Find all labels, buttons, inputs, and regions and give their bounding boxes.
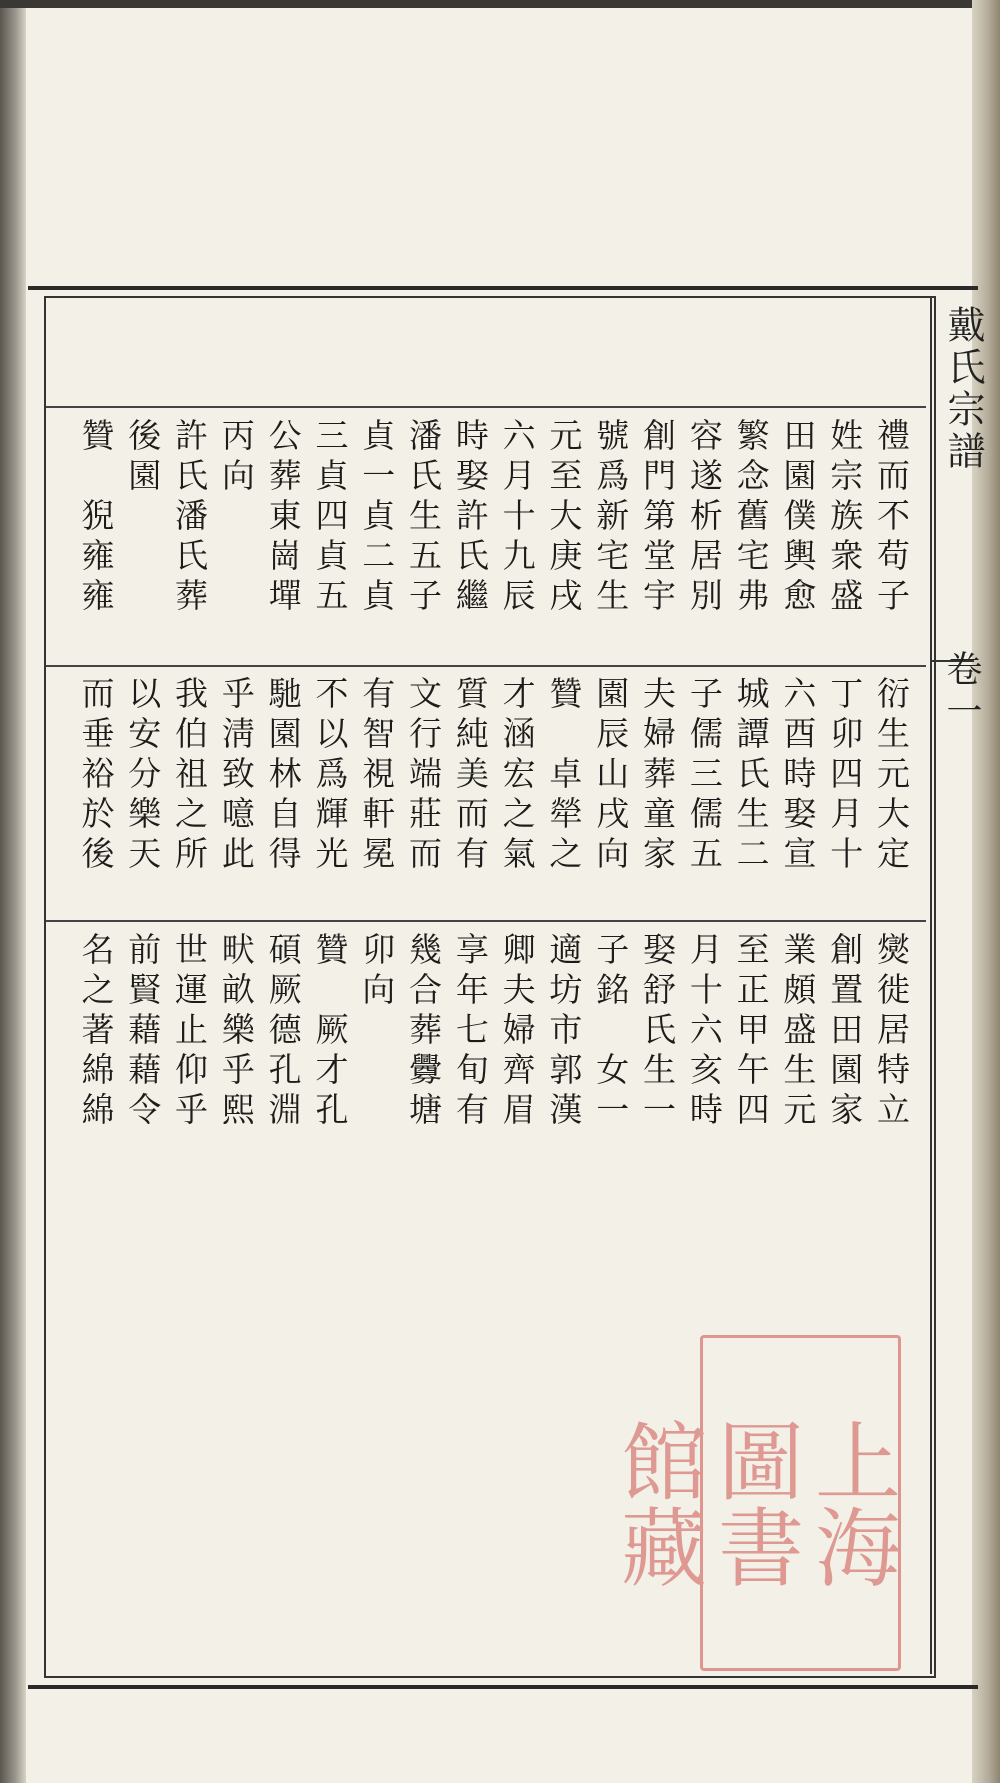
text-column: 六月十九辰 [497, 418, 537, 618]
text-column: 貞一貞二貞 [357, 418, 397, 618]
text-column: 幾合葬釁塘 [404, 932, 444, 1132]
text-column: 卯向 [357, 932, 397, 1012]
text-column: 馳園林自得 [263, 676, 303, 876]
book-title: 戴氏宗譜 [941, 305, 985, 473]
text-column: 六酉時娶宣 [778, 676, 818, 876]
book-spine-edge [0, 0, 26, 1783]
text-column: 姓宗族衆盛 [825, 418, 865, 618]
seal-text: 館藏 [606, 1417, 706, 1589]
text-column: 享年七旬有 [450, 932, 490, 1132]
text-column: 贊 猊雍雍 [76, 418, 116, 618]
text-column: 文行端莊而 [404, 676, 444, 876]
register-divider [46, 406, 926, 408]
text-column: 世運止仰乎 [170, 932, 210, 1132]
text-column: 碩厥德孔淵 [263, 932, 303, 1132]
text-column: 園辰山戌向 [591, 676, 631, 876]
text-column: 乎淸致噫此 [216, 676, 256, 876]
text-column: 子儒三儒五 [684, 676, 724, 876]
text-column: 三貞四貞五 [310, 418, 350, 618]
text-column: 畎畝樂乎熙 [216, 932, 256, 1132]
text-column: 子銘 女一 [591, 932, 631, 1132]
text-column: 繁念舊宅弗 [731, 418, 771, 618]
text-column: 時娶許氏繼 [450, 418, 490, 618]
text-column: 有智視軒冕 [357, 676, 397, 876]
text-column: 許氏潘氏葬 [170, 418, 210, 618]
register-divider [46, 920, 926, 922]
text-column: 元至大庚戌 [544, 418, 584, 618]
text-column: 娶舒氏生一 [638, 932, 678, 1132]
library-seal [606, 1335, 901, 1671]
text-column: 後園 [123, 418, 163, 498]
register-middle [64, 676, 914, 896]
seal-text: 圖書 [703, 1417, 803, 1589]
register-divider [46, 665, 926, 667]
text-column: 前賢藉藉令 [123, 932, 163, 1132]
top-edge [0, 0, 1000, 8]
text-column: 業頗盛生元 [778, 932, 818, 1132]
register-lower [64, 932, 914, 1152]
text-column: 禮而不苟子 [872, 418, 911, 618]
text-column: 月十六亥時 [684, 932, 724, 1132]
text-column: 名之著綿綿 [76, 932, 116, 1132]
text-column: 號爲新宅生 [591, 418, 631, 618]
text-column: 贊 卓犖之 [544, 676, 584, 876]
text-column: 以安分樂天 [123, 676, 163, 876]
text-column: 至正甲午四 [731, 932, 771, 1132]
text-column: 丙向 [216, 418, 256, 498]
text-column: 衍生元大定 [872, 676, 911, 876]
volume-label: 卷一 [941, 650, 982, 734]
text-column: 卿夫婦齊眉 [497, 932, 537, 1132]
text-column: 潘氏生五子 [404, 418, 444, 618]
text-column: 質純美而有 [450, 676, 490, 876]
text-column: 而垂裕於後 [76, 676, 116, 876]
text-column: 夫婦葬童家 [638, 676, 678, 876]
text-column: 創門第堂宇 [638, 418, 678, 618]
text-column: 公葬東崗墠 [263, 418, 303, 618]
text-column: 我伯祖之所 [170, 676, 210, 876]
text-column: 容遂析居別 [684, 418, 724, 618]
text-column: 創置田園家 [825, 932, 865, 1132]
seal-text: 上海 [800, 1417, 900, 1589]
text-column: 丁卯四月十 [825, 676, 865, 876]
margin-strip [930, 296, 974, 1674]
text-column: 適坊市郭漢 [544, 932, 584, 1132]
text-column: 贊 厥才孔 [310, 932, 350, 1132]
text-column: 城譚氏生二 [731, 676, 771, 876]
text-column: 田園僕輿愈 [778, 418, 818, 618]
text-column: 不以爲輝光 [310, 676, 350, 876]
text-column: 爕徙居特立 [872, 932, 911, 1132]
text-column: 才涵宏之氣 [497, 676, 537, 876]
register-upper [64, 418, 914, 638]
